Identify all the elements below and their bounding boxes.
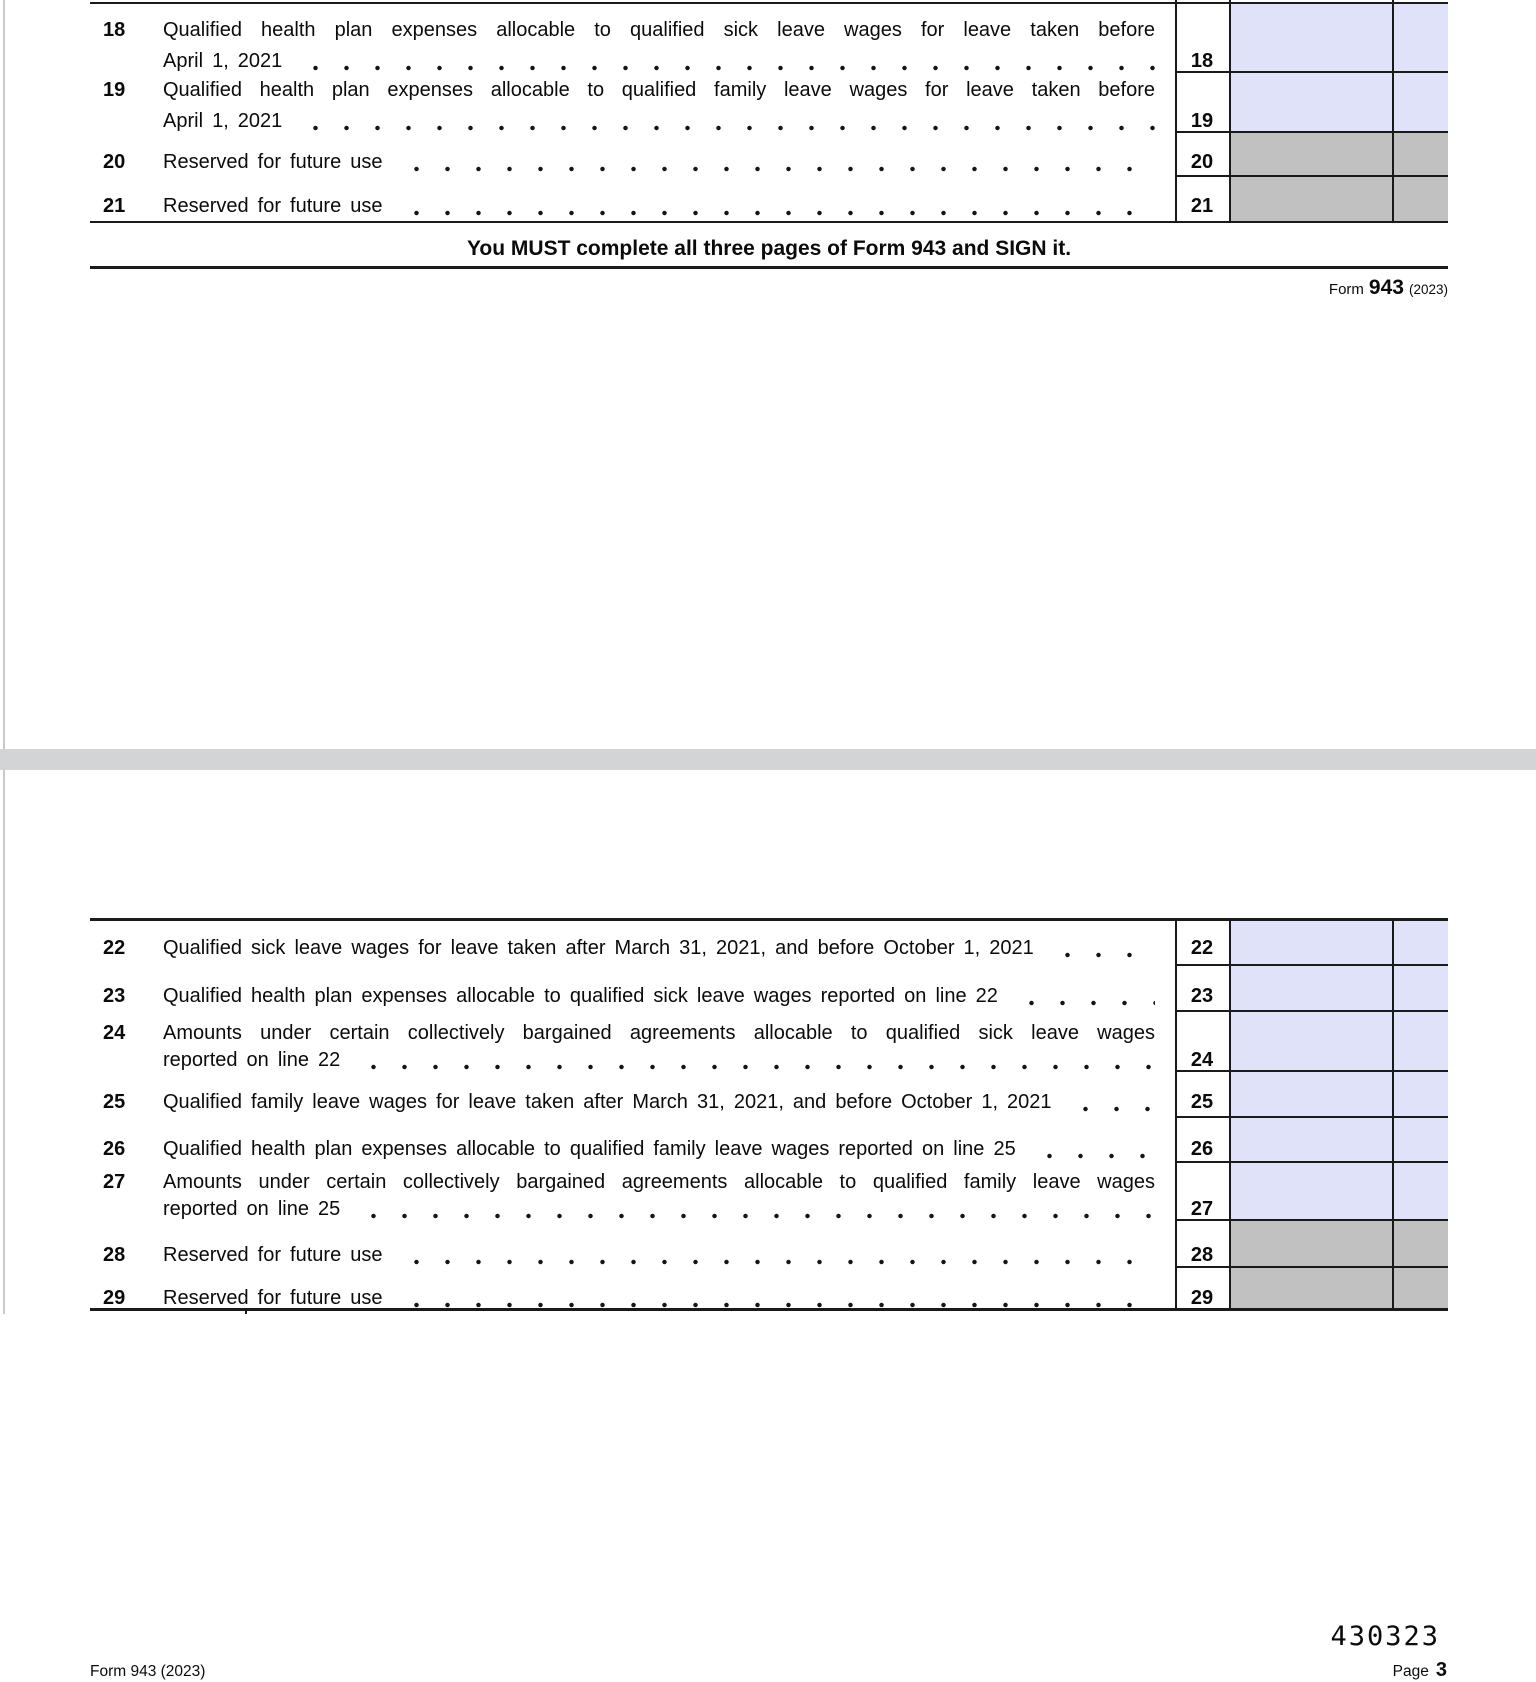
line-25-box-number: 25 [1190, 1091, 1214, 1113]
line-19-amount-field[interactable] [1229, 72, 1392, 132]
line-20-description [163, 149, 1155, 175]
page-word: Page [1392, 1663, 1429, 1680]
line-25-description [163, 1089, 1155, 1115]
form-word: Form [1328, 281, 1364, 298]
line-25-cents-field[interactable] [1392, 1071, 1448, 1117]
line-24-cents-field[interactable] [1392, 1011, 1448, 1071]
line-26-description [163, 1136, 1155, 1162]
line-25-amount-field[interactable] [1229, 1071, 1392, 1117]
cents-column-divider [1392, 0, 1394, 221]
page3-header-rule [90, 918, 1448, 921]
dot-leader [346, 1047, 1155, 1073]
amount-column-divider [1229, 0, 1231, 221]
dot-leader [1004, 983, 1155, 1009]
line-25-number: 25 [103, 1091, 126, 1113]
dot-leader [288, 48, 1155, 74]
line-20-cents-field [1392, 132, 1448, 176]
line-23-description [163, 983, 1155, 1009]
line-22-description [163, 935, 1155, 961]
page-gap [0, 749, 1536, 770]
line-19-description-text: April 1, 2021 [163, 110, 283, 132]
line-29-description-text: Reserved for future use [163, 1287, 383, 1309]
row-divider [1175, 1116, 1448, 1118]
dot-leader [288, 108, 1155, 134]
line-24-amount-field[interactable] [1229, 1011, 1392, 1071]
line-28-description [163, 1242, 1155, 1268]
line-18-box-number: 18 [1190, 50, 1214, 72]
line-23-description-text: Qualified health plan expenses allocable to qualified sick leave wages reported on line 22 [163, 985, 998, 1007]
line-27-description: Amounts under certain collectively bargained agreements allocable to qualified family leave wages [163, 1171, 1155, 1193]
line-23-box-number: 23 [1190, 985, 1214, 1007]
line-27-amount-field[interactable] [1229, 1162, 1392, 1220]
line-22-cents-field[interactable] [1392, 920, 1448, 965]
dot-leader [389, 1285, 1156, 1311]
line-29-description [163, 1285, 1155, 1311]
line-19-cents-field[interactable] [1392, 72, 1448, 132]
line-22-description-text: Qualified sick leave wages for leave taken after March 31, 2021, and before October 1, 2021 [163, 937, 1034, 959]
dot-leader [346, 1196, 1155, 1222]
line-29-number: 29 [103, 1287, 126, 1309]
line-25-description-text: Qualified family leave wages for leave taken after March 31, 2021, and before October 1, 2021 [163, 1091, 1052, 1113]
page-left-edge [3, 770, 5, 1314]
line-20-description-text: Reserved for future use [163, 151, 383, 173]
form-943-page-2 [0, 0, 1536, 749]
dot-leader [389, 149, 1156, 175]
line-24-box-number: 24 [1190, 1049, 1214, 1071]
line-27-description [163, 1196, 1155, 1222]
line-21-description-text: Reserved for future use [163, 195, 383, 217]
line-22-number: 22 [103, 937, 126, 959]
line-28-cents-field [1392, 1220, 1448, 1267]
line-22-amount-field[interactable] [1229, 920, 1392, 965]
line-28-box-number: 28 [1190, 1244, 1214, 1266]
line-23-amount-field[interactable] [1229, 965, 1392, 1011]
page-bottom-rule [90, 266, 1448, 269]
line-26-description-text: Qualified health plan expenses allocable to qualified family leave wages reported on line 25 [163, 1138, 1016, 1160]
dot-leader [1040, 935, 1155, 961]
line-18-amount-field[interactable] [1229, 2, 1392, 72]
line-26-amount-field[interactable] [1229, 1117, 1392, 1162]
row-divider [1175, 175, 1448, 177]
line-21-amount-field [1229, 176, 1392, 221]
table-top-border [90, 2, 1448, 4]
line-19-description: Qualified health plan expenses allocable to qualified family leave wages for leave taken before [163, 79, 1155, 101]
line-29-box-number: 29 [1190, 1287, 1214, 1309]
line-29-cents-field [1392, 1267, 1448, 1308]
dot-leader [389, 193, 1156, 219]
form-year: (2023) [1408, 282, 1448, 297]
line-29-amount-field [1229, 1267, 1392, 1308]
form-number-footer [1329, 276, 1448, 300]
line-20-box-number: 20 [1190, 151, 1214, 173]
sign-notice: You MUST complete all three pages of Form 943 and SIGN it. [466, 237, 1072, 260]
amount-column-divider [1229, 920, 1231, 1308]
page-left-edge [3, 0, 5, 749]
line-18-description: Qualified health plan expenses allocable to qualified sick leave wages for leave taken before [163, 19, 1155, 41]
line-23-cents-field[interactable] [1392, 965, 1448, 1011]
row-divider [1175, 964, 1448, 966]
line-27-box-number: 27 [1190, 1198, 1214, 1220]
line-18-cents-field[interactable] [1392, 2, 1448, 72]
catalog-code: 430323 [1330, 1621, 1440, 1652]
line-21-box-number: 21 [1190, 195, 1214, 217]
page-number-header [1393, 1659, 1447, 1682]
line-27-cents-field[interactable] [1392, 1162, 1448, 1220]
row-divider [1175, 1010, 1448, 1012]
line-21-description [163, 193, 1155, 219]
line-20-number: 20 [103, 151, 126, 173]
line-22-box-number: 22 [1190, 937, 1214, 959]
line-27-description-text: reported on line 25 [163, 1198, 341, 1220]
dot-leader [389, 1242, 1156, 1268]
page-number: 3 [1435, 1659, 1447, 1681]
line-21-number: 21 [103, 195, 126, 217]
line-24-description-text: reported on line 22 [163, 1049, 341, 1071]
line-28-amount-field [1229, 1220, 1392, 1267]
line-19-description [163, 108, 1155, 134]
line-26-box-number: 26 [1190, 1138, 1214, 1160]
dot-leader [1022, 1136, 1155, 1162]
line-18-number: 18 [103, 19, 126, 41]
line-24-number: 24 [103, 1022, 126, 1044]
form-943-page-3 [0, 770, 1536, 1681]
cents-column-divider [1392, 920, 1394, 1308]
line-18-description-text: April 1, 2021 [163, 50, 283, 72]
line-23-number: 23 [103, 985, 126, 1007]
dot-leader [1058, 1089, 1155, 1115]
line-19-box-number: 19 [1190, 110, 1214, 132]
line-28-description-text: Reserved for future use [163, 1244, 383, 1266]
line-26-cents-field[interactable] [1392, 1117, 1448, 1162]
table-bottom-border [90, 221, 1448, 223]
line-18-description [163, 48, 1155, 74]
line-19-number: 19 [103, 79, 126, 101]
form-header-label: Form 943 (2023) [90, 1663, 206, 1680]
line-24-description: Amounts under certain collectively bargained agreements allocable to qualified sick leave wages [163, 1022, 1155, 1044]
line-26-number: 26 [103, 1138, 126, 1160]
line-27-number: 27 [103, 1171, 126, 1193]
line-24-description [163, 1047, 1155, 1073]
line-21-cents-field [1392, 176, 1448, 221]
line-28-number: 28 [103, 1244, 126, 1266]
form-number: 943 [1368, 276, 1404, 299]
line-20-amount-field [1229, 132, 1392, 176]
